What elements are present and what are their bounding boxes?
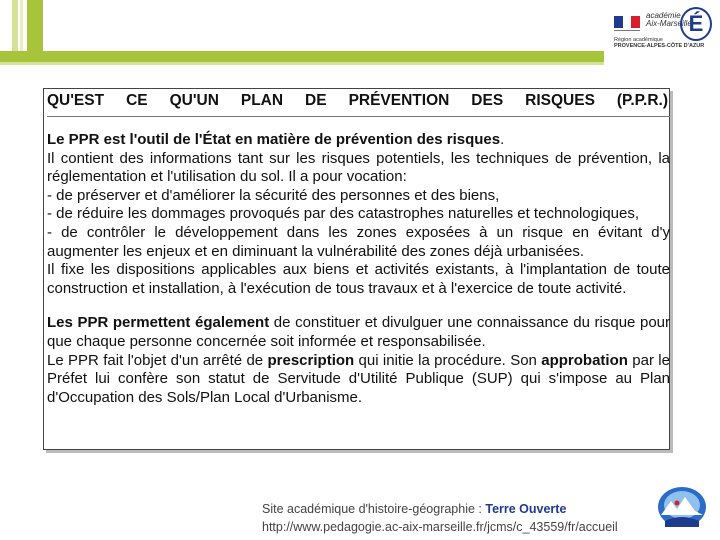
paragraph-4 (47, 352, 670, 408)
title-word: QU'UN (169, 92, 219, 109)
intro-paragraph (47, 131, 670, 150)
title-word: (P.P.R.) (616, 92, 668, 109)
title-word: PLAN (240, 92, 284, 109)
p4-bold-approbation: approbation (541, 351, 628, 369)
p3-bold: Les PPR permettent également (47, 314, 270, 332)
document-title (47, 90, 670, 117)
title-word: CE (126, 92, 148, 109)
bullet-3: - de contrôler le développement dans les zones exposées à un risque en évitant d'y augmenter les enjeux et en diminuant la vulnérabilité des zones déjà urbanisées. (47, 223, 670, 260)
region-line2: PROVENCE-ALPES-CÔTE D'AZUR (614, 43, 705, 49)
education-e-icon: É (680, 7, 712, 41)
title-word: QU'EST (47, 92, 105, 109)
academie-logo (610, 6, 710, 56)
academie-line2: Aix-Marseille (646, 19, 692, 28)
decor-bar-horizontal (0, 51, 604, 62)
document-panel (43, 88, 670, 450)
p4-b: qui initie la procédure. Son (354, 351, 542, 369)
region-line1: Région académique (614, 37, 663, 43)
footer-site-brand[interactable]: Terre Ouverte (485, 502, 567, 516)
title-word: PRÉVENTION (348, 92, 450, 109)
footer (262, 500, 618, 536)
title-word: DE (305, 92, 327, 109)
paragraph-2: Il fixe les dispositions applicables aux biens et activités existants, à l'implantation de toute construction et installation, à l'exécution de tous travaux et à l'exercice de toute activité. (47, 261, 670, 297)
bullet-1: - de préserver et d'améliorer la sécurité des personnes et des biens, (47, 186, 500, 204)
document-content (47, 90, 670, 407)
footer-site-prefix: Site académique d'histoire-géographie : (262, 502, 486, 516)
terre-ouverte-mascot-icon (655, 485, 709, 530)
academie-line1: académie (646, 11, 681, 20)
paragraph-1: Il contient des informations tant sur les risques potentiels, les techniques de prévention, la réglementation et l'utilisation du sol. Il a pour vocation: (47, 149, 670, 186)
footer-site-line (262, 500, 618, 518)
p4-c: par le Préfet lui confère son statut de Servitude d'Utilité Publique (SUP) qui s'impose au Plan d'Occupation des Sols/Plan Local d'Urbanisme. (47, 351, 670, 406)
intro-end: . (500, 131, 505, 148)
title-word: DES (471, 92, 504, 109)
intro-bold: Le PPR est l'outil de l'État en matière de prévention des risques (47, 131, 501, 148)
title-word: RISQUES (525, 92, 595, 109)
french-flag-icon (614, 16, 640, 28)
p3-rest: de constituer et divulguer une connaissance du risque pour que chaque personne concernée soit informée et responsabilisée. (47, 314, 671, 350)
p4-a: Le PPR fait l'objet d'un arrêté de (47, 351, 268, 369)
logo-divider (614, 30, 640, 31)
paragraph-3 (47, 314, 670, 351)
decor-bar-horizontal-light (0, 62, 604, 65)
p4-bold-prescription: prescription (267, 351, 355, 369)
bullet-2: - de réduire les dommages provoqués par des catastrophes naturelles et technologiques, (47, 205, 640, 223)
region-label (614, 37, 704, 49)
footer-url[interactable]: http://www.pedagogie.ac-aix-marseille.fr/jcms/c_43559/fr/accueil (262, 520, 618, 534)
